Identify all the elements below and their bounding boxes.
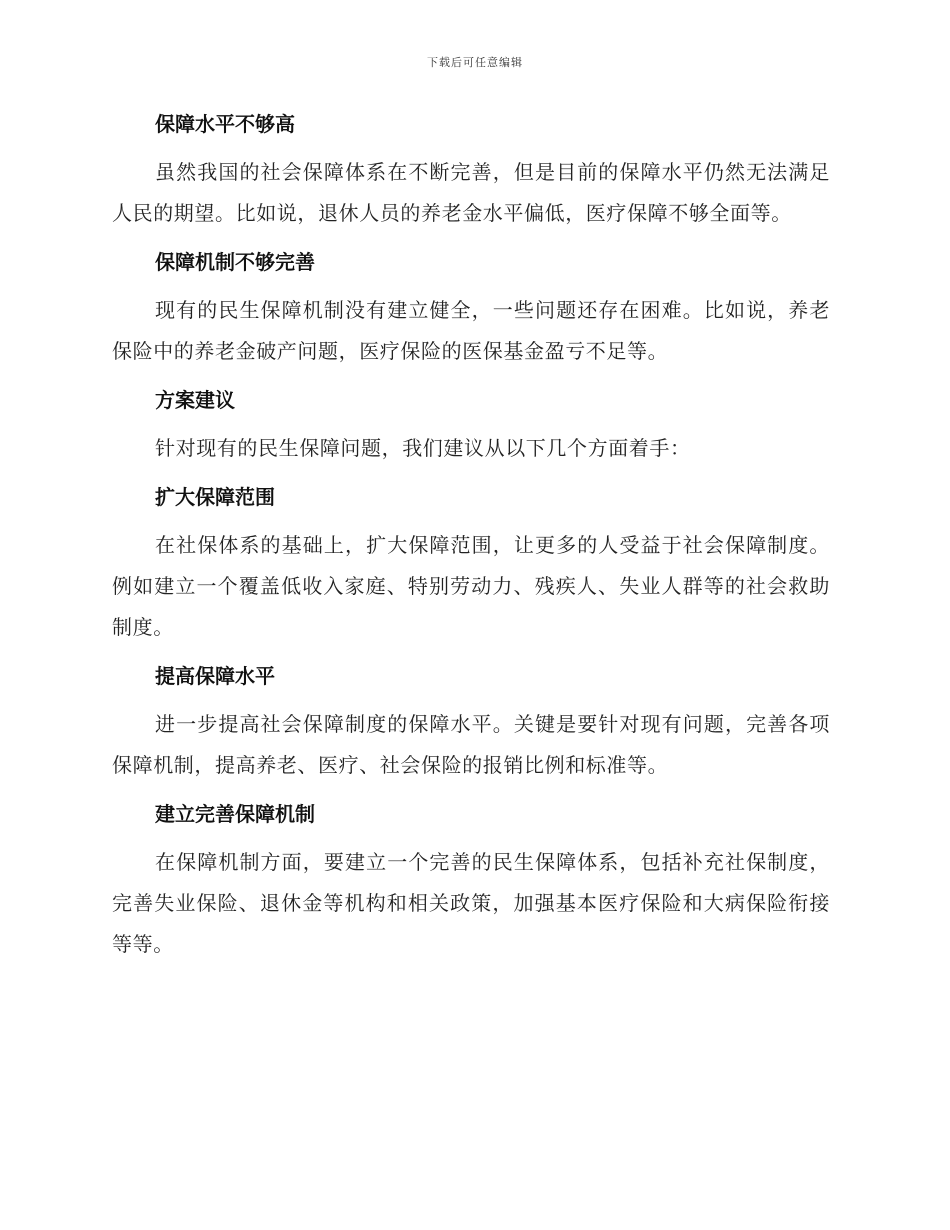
section-paragraph-coverage-level: 虽然我国的社会保障体系在不断完善，但是目前的保障水平仍然无法满足人民的期望。比如说，退休人员的养老金水平偏低，医疗保障不够全面等。 bbox=[112, 160, 830, 225]
section-heading-proposal: 方案建议 bbox=[155, 388, 235, 412]
document-body bbox=[112, 108, 830, 977]
section-heading-raise-level: 提高保障水平 bbox=[155, 664, 275, 688]
page-header: 下载后可任意编辑 bbox=[427, 56, 523, 69]
section-paragraph-expand-scope: 在社保体系的基础上，扩大保障范围，让更多的人受益于社会保障制度。例如建立一个覆盖低收入家庭、特别劳动力、残疾人、失业人群等的社会救助制度。 bbox=[112, 533, 830, 639]
section-heading-build-mechanism: 建立完善保障机制 bbox=[155, 802, 315, 826]
section-heading-mechanism: 保障机制不够完善 bbox=[155, 250, 315, 274]
section-heading-coverage-level: 保障水平不够高 bbox=[155, 112, 295, 136]
section-paragraph-mechanism: 现有的民生保障机制没有建立健全，一些问题还存在困难。比如说，养老保险中的养老金破产问题，医疗保险的医保基金盈亏不足等。 bbox=[112, 298, 830, 363]
section-heading-expand-scope: 扩大保障范围 bbox=[155, 485, 275, 509]
section-paragraph-build-mechanism: 在保障机制方面，要建立一个完善的民生保障体系，包括补充社保制度，完善失业保险、退休金等机构和相关政策，加强基本医疗保险和大病保险衔接等等。 bbox=[112, 850, 830, 956]
section-paragraph-proposal: 针对现有的民生保障问题，我们建议从以下几个方面着手： bbox=[155, 436, 691, 460]
section-paragraph-raise-level: 进一步提高社会保障制度的保障水平。关键是要针对现有问题，完善各项保障机制，提高养老、医疗、社会保险的报销比例和标准等。 bbox=[112, 712, 830, 777]
